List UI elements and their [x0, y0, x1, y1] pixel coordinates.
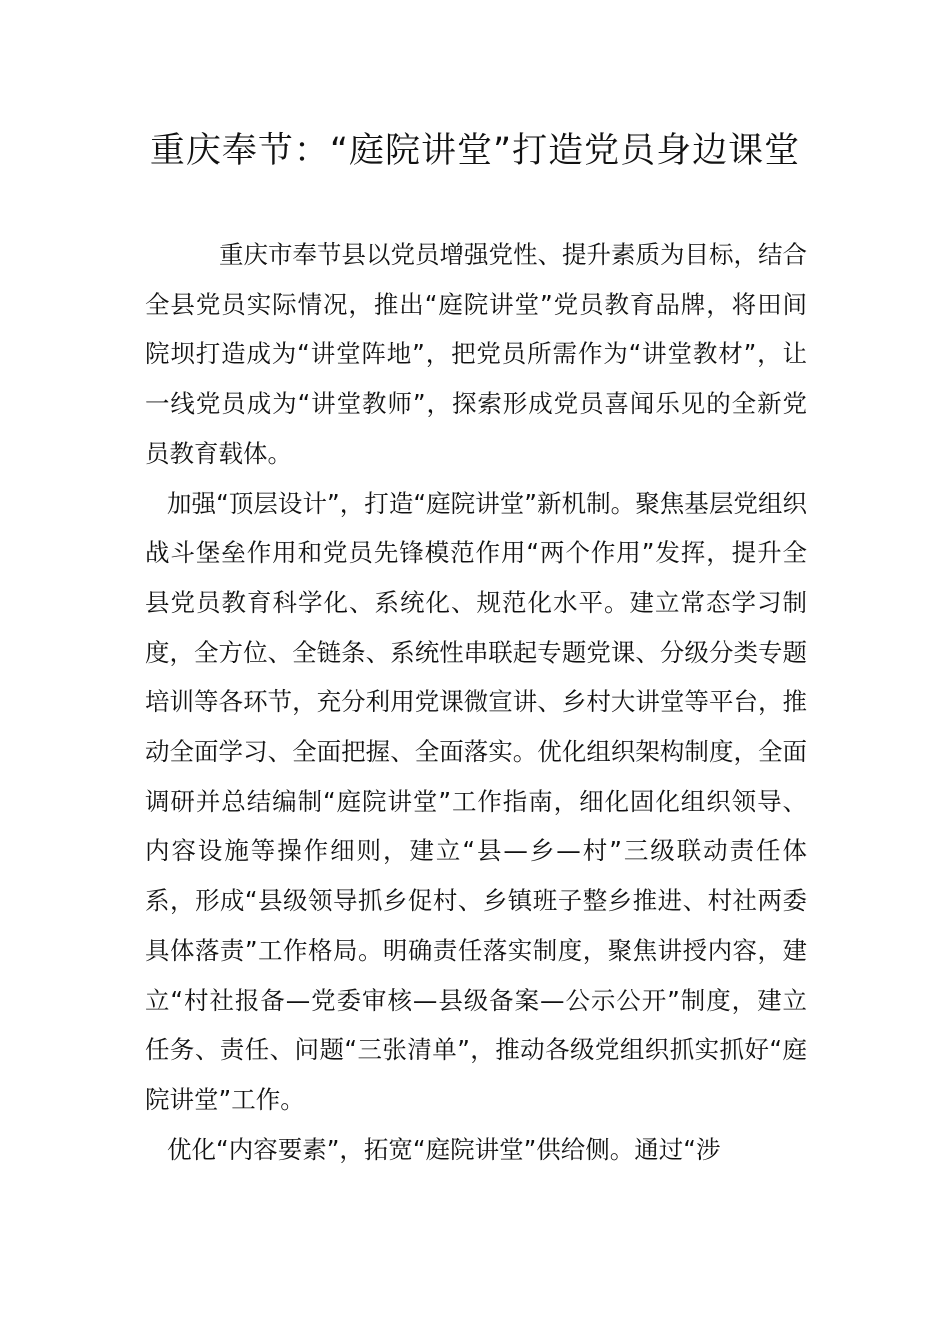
paragraph-intro: 重庆市奉节县以党员增强党性、提升素质为目标，结合全县党员实际情况，推出“庭院讲堂”党员教育品牌，将田间院坝打造成为“讲堂阵地”，把党员所需作为“讲堂教材”，让一线党员成为“讲堂教师”，探索形成党员喜闻乐见的全新党员教育载体。	[145, 240, 807, 468]
paragraph-content-elements: 优化“内容要素”，拓宽“庭院讲堂”供给侧。通过“涉	[167, 1134, 721, 1164]
document-title: 重庆奉节：“庭院讲堂”打造党员身边课堂	[149, 131, 801, 171]
document-body	[145, 230, 807, 1174]
paragraph-top-level-design: 加强“顶层设计”，打造“庭院讲堂”新机制。聚焦基层党组织战斗堡垒作用和党员先锋模范作用“两个作用”发挥，提升全县党员教育科学化、系统化、规范化水平。建立常态学习制度，全方位、全链条、系统性串联起专题党课、分级分类专题培训等各环节，充分利用党课微宣讲、乡村大讲堂等平台，推动全面学习、全面把握、全面落实。优化组织架构制度，全面调研并总结编制“庭院讲堂”工作指南，细化固化组织领导、内容设施等操作细则，建立“县—乡—村”三级联动责任体系，形成“县级领导抓乡促村、乡镇班子整乡推进、村社两委具体落责”工作格局。明确责任落实制度，聚焦讲授内容，建立“村社报备—党委审核—县级备案—公示公开”制度，建立任务、责任、问题“三张清单”，推动各级党组织抓实抓好“庭院讲堂”工作。	[145, 488, 807, 1114]
